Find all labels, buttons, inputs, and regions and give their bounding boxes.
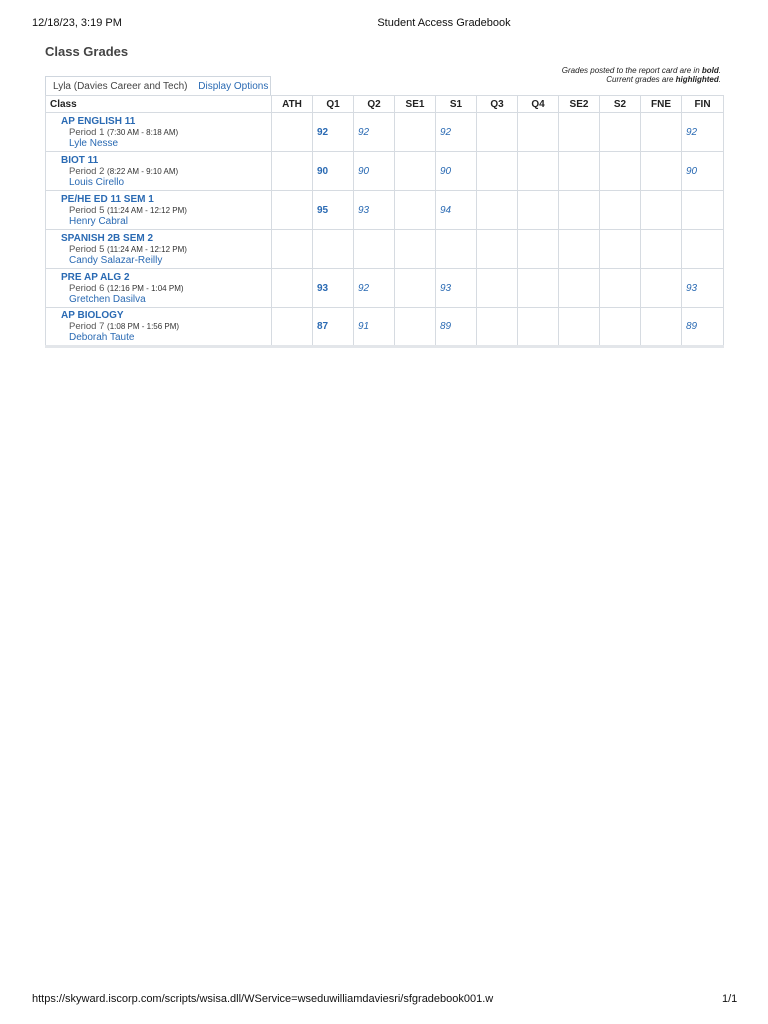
grade-cell-q1 — [313, 230, 354, 269]
grade-cell-s1[interactable]: 90 — [436, 152, 477, 191]
period-time: (11:24 AM - 12:12 PM) — [107, 244, 187, 254]
period-time: (7:30 AM - 8:18 AM) — [107, 127, 179, 137]
grade-legend — [562, 66, 721, 84]
student-selector — [45, 76, 271, 95]
legend-line-current: Current grades are highlighted. — [606, 75, 721, 84]
grade-cell-q1[interactable]: 95 — [313, 191, 354, 230]
grade-cell-q2 — [354, 230, 395, 269]
grade-cell-q4 — [518, 113, 559, 152]
grade-cell-q2[interactable]: 92 — [354, 113, 395, 152]
table-row — [46, 152, 724, 191]
class-cell — [46, 191, 272, 230]
grade-cell-q4 — [518, 230, 559, 269]
grade-cell-se2 — [559, 230, 600, 269]
course-name-link[interactable]: PE/HE ED 11 SEM 1 — [61, 193, 154, 205]
grade-cell-fin — [682, 230, 724, 269]
period-time: (12:16 PM - 1:04 PM) — [107, 283, 184, 293]
student-name: Lyla (Davies Career and Tech) — [53, 81, 188, 92]
period-time: (8:22 AM - 9:10 AM) — [107, 166, 179, 176]
grade-cell-s2 — [600, 191, 641, 230]
grade-cell-ath — [272, 269, 313, 308]
column-header-fin: FIN — [682, 96, 724, 113]
period-number: 6 — [99, 282, 105, 294]
course-name-link[interactable]: SPANISH 2B SEM 2 — [61, 232, 154, 244]
column-header-s1: S1 — [436, 96, 477, 113]
table-row — [46, 113, 724, 152]
grade-cell-q3 — [477, 191, 518, 230]
grade-cell-fne — [641, 191, 682, 230]
grade-cell-se2 — [559, 308, 600, 347]
period-label: Period — [69, 321, 97, 332]
grade-cell-q4 — [518, 152, 559, 191]
period-number: 7 — [99, 321, 105, 332]
period-label: Period — [69, 204, 97, 216]
column-header-s2: S2 — [600, 96, 641, 113]
teacher-link[interactable]: Henry Cabral — [69, 215, 128, 227]
grade-cell-se1 — [395, 152, 436, 191]
grade-cell-q3 — [477, 230, 518, 269]
course-name-link[interactable]: AP ENGLISH 11 — [61, 115, 136, 127]
grade-cell-fin[interactable]: 93 — [682, 269, 724, 308]
grade-cell-fne — [641, 230, 682, 269]
period-label: Period — [69, 243, 97, 255]
teacher-link[interactable]: Candy Salazar-Reilly — [69, 254, 163, 266]
period-info — [61, 283, 271, 294]
class-cell — [46, 308, 272, 347]
grade-cell-se2 — [559, 152, 600, 191]
grade-cell-s2 — [600, 152, 641, 191]
grade-cell-fin[interactable]: 92 — [682, 113, 724, 152]
grade-cell-fin[interactable]: 89 — [682, 308, 724, 347]
grade-cell-se1 — [395, 191, 436, 230]
period-label: Period — [69, 165, 97, 177]
grade-cell-q1[interactable]: 87 — [313, 308, 354, 347]
grade-cell-q2[interactable]: 92 — [354, 269, 395, 308]
grade-cell-q1[interactable]: 90 — [313, 152, 354, 191]
grade-cell-ath — [272, 308, 313, 347]
table-row — [46, 308, 724, 347]
grade-cell-ath — [272, 230, 313, 269]
grade-cell-q1[interactable]: 92 — [313, 113, 354, 152]
print-page-title: Student Access Gradebook — [377, 17, 511, 29]
period-number: 2 — [99, 165, 105, 177]
period-time: (1:08 PM - 1:56 PM) — [107, 322, 180, 331]
teacher-link[interactable]: Gretchen Dasilva — [69, 293, 146, 305]
grade-cell-ath — [272, 191, 313, 230]
course-name-link[interactable]: BIOT 11 — [61, 154, 99, 166]
grade-cell-q3 — [477, 152, 518, 191]
grade-cell-q4 — [518, 308, 559, 347]
course-name-link[interactable]: AP BIOLOGY — [61, 310, 124, 321]
grade-cell-fin — [682, 191, 724, 230]
table-row — [46, 230, 724, 269]
class-cell — [46, 113, 272, 152]
column-header-ath: ATH — [272, 96, 313, 113]
grade-cell-se2 — [559, 191, 600, 230]
grade-cell-s1[interactable]: 89 — [436, 308, 477, 347]
column-header-q4: Q4 — [518, 96, 559, 113]
teacher-link[interactable]: Louis Cirello — [69, 176, 125, 188]
period-info — [61, 127, 271, 138]
class-cell — [46, 230, 272, 269]
course-name-link[interactable]: PRE AP ALG 2 — [61, 271, 130, 283]
period-number: 5 — [99, 243, 105, 255]
grade-cell-se1 — [395, 113, 436, 152]
grade-cell-se2 — [559, 269, 600, 308]
print-page-number: 1/1 — [722, 993, 738, 1005]
grade-cell-q4 — [518, 269, 559, 308]
table-row — [46, 191, 724, 230]
grade-cell-q3 — [477, 269, 518, 308]
grade-cell-q1[interactable]: 93 — [313, 269, 354, 308]
grade-cell-s1 — [436, 230, 477, 269]
period-info — [61, 166, 271, 177]
table-row — [46, 269, 724, 308]
grades-header-row — [46, 96, 724, 113]
grade-cell-fne — [641, 308, 682, 347]
grade-cell-fin[interactable]: 90 — [682, 152, 724, 191]
grade-cell-q2[interactable]: 91 — [354, 308, 395, 347]
grade-cell-se2 — [559, 113, 600, 152]
column-header-q2: Q2 — [354, 96, 395, 113]
grade-cell-q2[interactable]: 93 — [354, 191, 395, 230]
period-info — [61, 205, 271, 216]
column-header-q3: Q3 — [477, 96, 518, 113]
grade-cell-q3 — [477, 308, 518, 347]
print-url: https://skyward.iscorp.com/scripts/wsisa.dll/WService=wseduwilliamdaviesri/sfgradebook001.w — [32, 993, 494, 1005]
grade-cell-ath — [272, 113, 313, 152]
grade-cell-s2 — [600, 308, 641, 347]
grade-cell-s1[interactable]: 94 — [436, 191, 477, 230]
period-label: Period — [69, 126, 97, 138]
grade-cell-q2[interactable]: 90 — [354, 152, 395, 191]
grade-cell-s2 — [600, 113, 641, 152]
period-info — [61, 244, 271, 255]
grade-cell-ath — [272, 152, 313, 191]
period-label: Period — [69, 282, 97, 294]
grade-cell-s1[interactable]: 92 — [436, 113, 477, 152]
grade-cell-se1 — [395, 308, 436, 347]
column-header-class: Class — [46, 96, 272, 113]
grade-cell-q3 — [477, 113, 518, 152]
grade-cell-se1 — [395, 230, 436, 269]
teacher-link[interactable]: Deborah Taute — [69, 332, 135, 343]
grade-cell-fne — [641, 113, 682, 152]
grade-cell-s2 — [600, 230, 641, 269]
column-header-fne: FNE — [641, 96, 682, 113]
class-cell — [46, 269, 272, 308]
class-cell — [46, 152, 272, 191]
page-title: Class Grades — [45, 44, 129, 59]
column-header-q1: Q1 — [313, 96, 354, 113]
grade-cell-q4 — [518, 191, 559, 230]
period-number: 5 — [99, 204, 105, 216]
grades-table — [45, 95, 724, 348]
grade-cell-se1 — [395, 269, 436, 308]
grade-cell-fne — [641, 152, 682, 191]
grade-cell-s2 — [600, 269, 641, 308]
period-number: 1 — [99, 126, 105, 138]
legend-line-posted: Grades posted to the report card are in bold. — [561, 66, 721, 75]
grade-cell-s1[interactable]: 93 — [436, 269, 477, 308]
period-info — [61, 321, 271, 332]
column-header-se1: SE1 — [395, 96, 436, 113]
teacher-link[interactable]: Lyle Nesse — [69, 137, 119, 149]
period-time: (11:24 AM - 12:12 PM) — [107, 205, 187, 215]
display-options-link[interactable]: Display Options — [198, 81, 269, 92]
grade-cell-fne — [641, 269, 682, 308]
print-datetime: 12/18/23, 3:19 PM — [32, 17, 122, 29]
column-header-se2: SE2 — [559, 96, 600, 113]
